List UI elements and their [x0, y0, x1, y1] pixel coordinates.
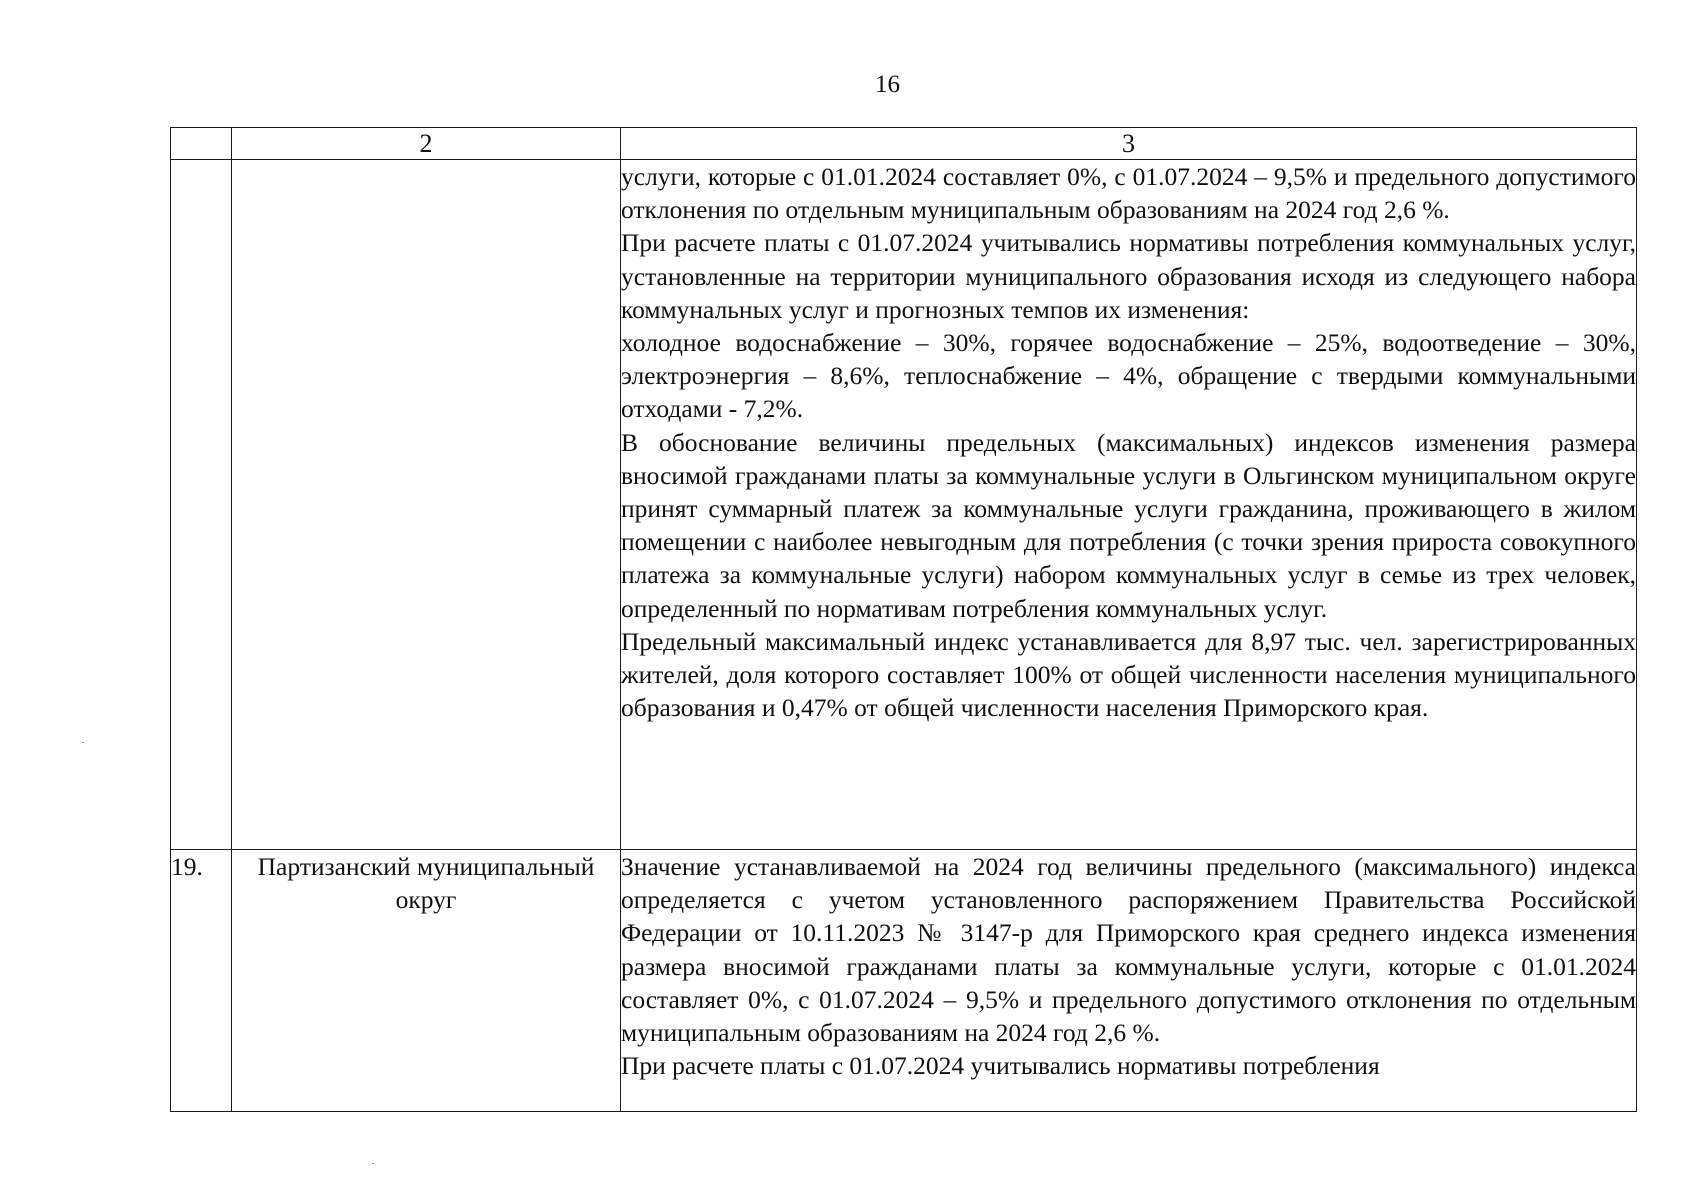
header-cell-3: 3	[621, 128, 1637, 160]
description-paragraph: Предельный максимальный индекс устанавливается для 8,97 тыс. чел. зарегистрированных жителей, доля которого составляет 100% от общей численности населения муниципального образования и 0,47% от общей численности населения Приморского края.	[621, 626, 1636, 723]
header-cell-1	[171, 128, 232, 160]
municipality-name-cell	[232, 160, 621, 850]
description-cell	[621, 850, 1637, 1112]
description-cell	[621, 160, 1637, 850]
municipality-name-cell: Партизанский муниципальный округ	[232, 850, 621, 1112]
description-paragraph: В обоснование величины предельных (максимальных) индексов изменения размера вносимой гражданами платы за коммунальные услуги в Ольгинском муниципальном округе принят суммарный платеж за коммунальные услуги гражданина, проживающего в жилом помещении с наиболее невыгодным для потребления (с точки зрения прироста совокупного платежа за коммунальные услуги) набором коммунальных услуг в семье из трех человек, определенный по нормативам потребления коммунальных услуг.	[621, 427, 1636, 623]
header-cell-2: 2	[232, 128, 621, 160]
scan-speck	[82, 742, 84, 743]
document-table	[170, 127, 1637, 1112]
description-paragraph: услуги, которые с 01.01.2024 составляет 0%, с 01.07.2024 – 9,5% и предельного допустимого отклонения по отдельным муниципальным образованиям на 2024 год 2,6 %.	[621, 162, 1636, 225]
description-paragraph: холодное водоснабжение – 30%, горячее водоснабжение – 25%, водоотведение – 30%, электроэнергия – 8,6%, теплоснабжение – 4%, обращение с твердыми коммунальными отходами - 7,2%.	[621, 328, 1636, 424]
description-paragraph: При расчете платы с 01.07.2024 учитывались нормативы потребления коммунальных услуг, установленные на территории муниципального образования исходя из следующего набора коммунальных услуг и прогнозных темпов их изменения:	[621, 228, 1636, 324]
row-number-cell: 19.	[171, 850, 232, 1112]
page-number: 16	[875, 71, 900, 98]
table-row	[171, 160, 1637, 850]
table-header-row	[171, 128, 1637, 160]
table-row	[171, 850, 1637, 1112]
description-paragraph: Значение устанавливаемой на 2024 год величины предельного (максимального) индекса определяется с учетом установленного распоряжением Правительства Российской Федерации от 10.11.2023 № 3147-р для Приморского края среднего индекса изменения размера вносимой гражданами платы за коммунальные услуги, которые с 01.01.2024 составляет 0%, с 01.07.2024 – 9,5% и предельного допустимого отклонения по отдельным муниципальным образованиям на 2024 год 2,6 %.	[621, 852, 1636, 1048]
row-number-cell	[171, 160, 232, 850]
scan-speck	[372, 1163, 374, 1164]
description-paragraph: При расчете платы с 01.07.2024 учитывались нормативы потребления	[621, 1051, 1380, 1081]
